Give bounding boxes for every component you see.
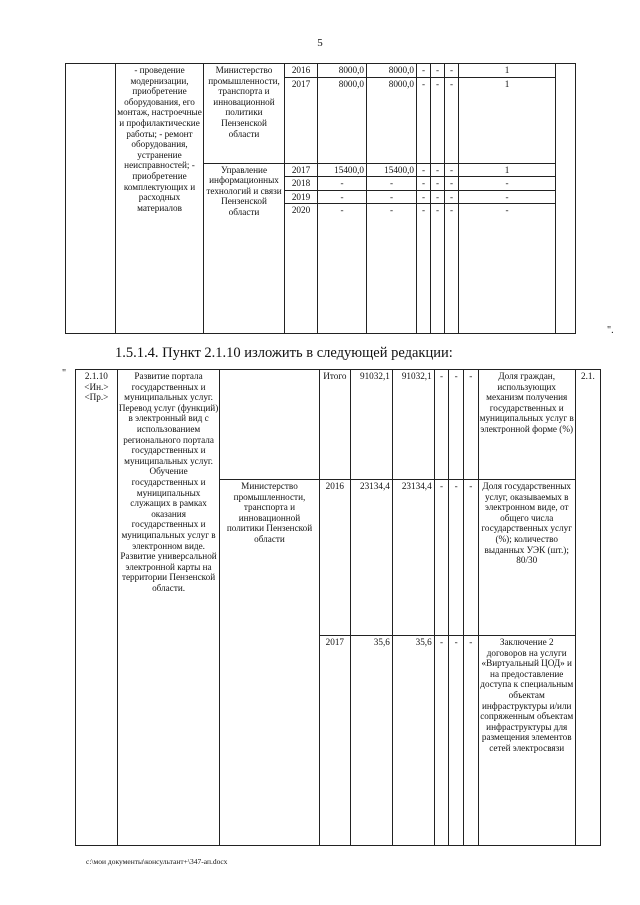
activity-description: Развитие портала государственных и муниципальных услуг. Перевод услуг (функций) в электронный вид с использованием регионального портала государственных и муниципальных услуг. Обучение государственных и муниципальных служащих в рамках оказания государственных и муниципальных услуг в электронном виде. Развитие универсальной электронной карты на территории Пензенской области. <box>117 370 219 846</box>
total-cell: 35,6 <box>351 636 393 846</box>
dash-cell: - <box>434 480 449 636</box>
total-cell: - <box>318 177 367 191</box>
empty-executor-cell <box>220 370 319 480</box>
dash-cell: - <box>431 204 445 334</box>
activity-description: - проведение модернизации, приобретение оборудования, его монтаж, настроечные и профилактические работы; - ремонт оборудования, устранение неисправностей; - приобретение комплектующих и расходных материалов <box>116 64 204 334</box>
total-cell: 8000,0 <box>318 64 367 78</box>
year-cell: 2017 <box>285 77 318 163</box>
dash-cell: - <box>417 77 431 163</box>
year-cell: 2017 <box>319 636 350 846</box>
dash-cell: - <box>431 77 445 163</box>
executor-ministry: Министерство промышленности, транспорта и инновационной политики Пензенской области <box>204 64 285 164</box>
regional-budget-cell: - <box>367 204 417 334</box>
dash-cell: - <box>463 636 478 846</box>
dash-cell: - <box>431 64 445 78</box>
dash-cell: - <box>463 480 478 636</box>
dash-cell: - <box>417 163 431 177</box>
closing-quote: ". <box>607 325 614 336</box>
dash-cell: - <box>417 204 431 334</box>
ref-cell: 2.1. <box>575 370 600 846</box>
year-cell: 2019 <box>285 190 318 204</box>
dash-cell: - <box>449 480 464 636</box>
dash-cell: - <box>431 190 445 204</box>
regional-budget-cell: 35,6 <box>392 636 434 846</box>
year-cell: Итого <box>319 370 350 480</box>
dash-cell: - <box>449 370 464 480</box>
indicator-cell: Заключение 2 договоров на услуги «Виртуальный ЦОД» и на предоставление доступа к специальным объектам инфраструктуры и/или сопряженным объектам инфраструктуры для размещения элементов сетей электросвязи <box>478 636 575 846</box>
executor-ministry: Министерство промышленности, транспорта и инновационной политики Пензенской области <box>220 480 319 846</box>
indicator-cell: Доля граждан, использующих механизм получения государственных и муниципальных услуг в электронной форме (%) <box>478 370 575 480</box>
regional-budget-cell: 8000,0 <box>367 64 417 78</box>
dash-cell: - <box>445 190 459 204</box>
total-cell: 23134,4 <box>351 480 393 636</box>
executor-it-department: Управление информационных технологий и связи Пензенской области <box>204 163 285 334</box>
year-cell: 2016 <box>319 480 350 636</box>
indicator-cell: 1 <box>459 64 556 78</box>
file-path-footer: c:\мои документы\консультант+\347-ап.docx <box>86 857 228 866</box>
empty-code-cell <box>66 64 116 334</box>
indicator-cell: 1 <box>459 163 556 177</box>
dash-cell: - <box>445 64 459 78</box>
dash-cell: - <box>431 177 445 191</box>
section-heading: 1.5.1.4. Пункт 2.1.10 изложить в следующей редакции: <box>115 345 453 361</box>
regional-budget-cell: - <box>367 190 417 204</box>
dash-cell: - <box>431 163 445 177</box>
dash-cell: - <box>434 370 449 480</box>
dash-cell: - <box>445 163 459 177</box>
year-cell: 2018 <box>285 177 318 191</box>
dash-cell: - <box>417 64 431 78</box>
regional-budget-cell: 91032,1 <box>392 370 434 480</box>
total-cell: 8000,0 <box>318 77 367 163</box>
opening-quote: " <box>62 368 67 379</box>
indicator-cell: - <box>459 177 556 191</box>
dash-cell: - <box>449 636 464 846</box>
dash-cell: - <box>445 77 459 163</box>
year-cell: 2017 <box>285 163 318 177</box>
item-code: 2.1.10 <Ин.> <Пр.> <box>76 370 118 846</box>
total-cell: - <box>318 190 367 204</box>
regional-budget-cell: 15400,0 <box>367 163 417 177</box>
program-table-item-2-1-10 <box>75 369 601 846</box>
regional-budget-cell: - <box>367 177 417 191</box>
dash-cell: - <box>417 190 431 204</box>
total-cell: - <box>318 204 367 334</box>
total-cell: 15400,0 <box>318 163 367 177</box>
indicator-cell: - <box>459 204 556 334</box>
indicator-cell: 1 <box>459 77 556 163</box>
dash-cell: - <box>445 204 459 334</box>
year-cell: 2020 <box>285 204 318 334</box>
regional-budget-cell: 23134,4 <box>392 480 434 636</box>
page-number: 5 <box>317 37 323 49</box>
dash-cell: - <box>434 636 449 846</box>
year-cell: 2016 <box>285 64 318 78</box>
dash-cell: - <box>463 370 478 480</box>
dash-cell: - <box>417 177 431 191</box>
total-cell: 91032,1 <box>351 370 393 480</box>
program-table-continuation <box>65 63 576 334</box>
dash-cell: - <box>445 177 459 191</box>
indicator-cell: - <box>459 190 556 204</box>
regional-budget-cell: 8000,0 <box>367 77 417 163</box>
indicator-cell: Доля государственных услуг, оказываемых в электронном виде, от общего числа государственных услуг (%); количество выданных УЭК (шт.); 80/30 <box>478 480 575 636</box>
empty-ref-cell <box>556 64 576 334</box>
